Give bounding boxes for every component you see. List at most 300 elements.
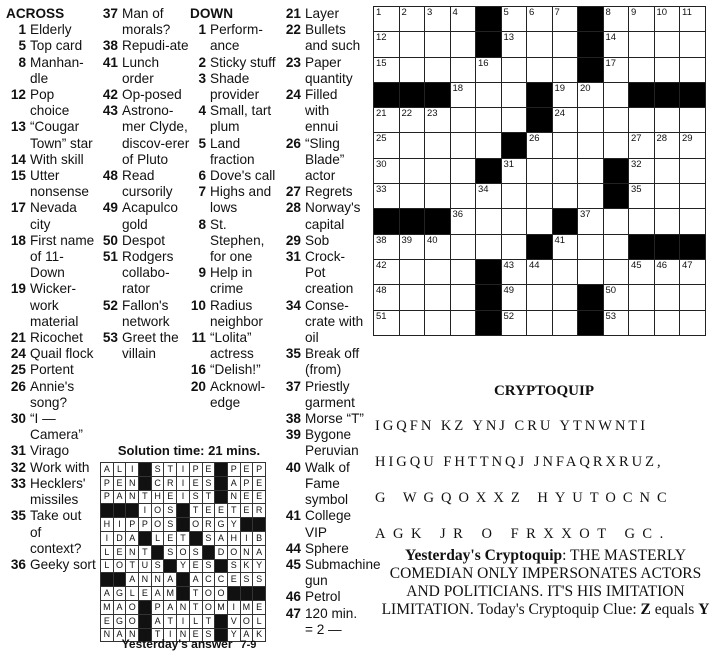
answer-block	[101, 504, 114, 518]
grid-cell[interactable]	[680, 7, 706, 32]
grid-cell[interactable]	[603, 133, 629, 158]
grid-cell[interactable]	[501, 310, 527, 335]
grid-cell[interactable]	[578, 158, 604, 183]
grid-cell[interactable]	[450, 133, 476, 158]
answer-cell: T	[177, 531, 190, 545]
grid-cell[interactable]	[629, 259, 655, 284]
clue-text: Wicker-work material	[30, 281, 79, 329]
cryptoquip-line-2: HIGQU FHTTNQJ JNFAQRXRUZ,	[375, 454, 664, 470]
answer-block	[253, 587, 266, 601]
clue-text: Geeky sort	[30, 556, 96, 572]
answer-cell: G	[113, 614, 126, 628]
grid-cell[interactable]	[629, 57, 655, 82]
answer-cell: O	[126, 614, 139, 628]
answer-cell: H	[151, 490, 164, 504]
grid-cell[interactable]	[374, 57, 400, 82]
grid-cell[interactable]	[374, 259, 400, 284]
grid-cell[interactable]	[552, 32, 578, 57]
clue-number: 37	[102, 6, 118, 21]
answer-cell: N	[101, 628, 114, 642]
grid-cell[interactable]	[552, 82, 578, 107]
grid-cell[interactable]	[578, 184, 604, 209]
grid-cell[interactable]	[552, 310, 578, 335]
grid-cell[interactable]	[552, 133, 578, 158]
grid-cell[interactable]	[578, 209, 604, 234]
grid-cell[interactable]	[578, 108, 604, 133]
grid-cell[interactable]	[629, 7, 655, 32]
grid-cell[interactable]	[680, 259, 706, 284]
clue-item	[190, 330, 278, 362]
answer-cell: N	[126, 490, 139, 504]
grid-cell-number: 53	[605, 310, 617, 322]
clue-text: Paper quantity	[305, 54, 353, 86]
cryptoquip-line-4: AGK JR O FRXXOT GC.	[375, 526, 671, 542]
grid-cell[interactable]	[399, 108, 425, 133]
clue-number: 46	[285, 589, 301, 605]
clue-item	[100, 298, 190, 330]
grid-cell[interactable]	[578, 82, 604, 107]
grid-cell[interactable]	[629, 158, 655, 183]
clue-item	[6, 379, 96, 411]
clue-item	[281, 508, 365, 540]
clue-number: 37	[285, 378, 301, 394]
grid-cell[interactable]	[603, 234, 629, 259]
grid-cell[interactable]	[476, 133, 502, 158]
grid-cell[interactable]	[450, 310, 476, 335]
clue-item	[190, 184, 278, 216]
clue-item	[6, 168, 96, 200]
grid-cell[interactable]	[374, 133, 400, 158]
answer-cell: N	[240, 545, 253, 559]
grid-cell[interactable]	[603, 209, 629, 234]
clue-number: 42	[102, 87, 118, 103]
clue-text: 120 min. = 2 —	[305, 605, 358, 637]
grid-cell[interactable]	[527, 184, 553, 209]
answer-cell: E	[240, 504, 253, 518]
clue-text: Conse-crate with oil	[305, 297, 364, 346]
answer-block	[113, 504, 126, 518]
clue-number: 30	[10, 411, 26, 427]
grid-cell[interactable]	[603, 32, 629, 57]
clue-item	[281, 379, 365, 411]
grid-cell-number: 51	[376, 310, 387, 322]
grid-cell[interactable]	[603, 285, 629, 310]
grid-cell[interactable]	[527, 285, 553, 310]
grid-block	[654, 82, 680, 107]
answer-cell: E	[189, 476, 202, 490]
clue-number: 16	[190, 362, 206, 378]
clue-text: Read cursorily	[122, 168, 173, 200]
clue-number: 36	[10, 556, 26, 572]
grid-cell[interactable]	[425, 158, 451, 183]
answer-block	[177, 573, 190, 587]
grid-cell[interactable]	[374, 184, 400, 209]
answer-cell: P	[240, 476, 253, 490]
grid-cell[interactable]	[450, 82, 476, 107]
answer-cell: U	[139, 559, 152, 573]
answer-cell: N	[177, 600, 190, 614]
grid-cell[interactable]	[680, 133, 706, 158]
answer-cell: K	[253, 628, 266, 642]
grid-cell-number: 13	[503, 32, 515, 44]
clue-item	[190, 298, 278, 330]
grid-cell[interactable]	[501, 285, 527, 310]
grid-block	[527, 234, 553, 259]
grid-cell-number: 34	[478, 184, 489, 196]
clue-number: 27	[285, 184, 301, 200]
answer-cell: A	[126, 573, 139, 587]
grid-cell[interactable]	[578, 234, 604, 259]
clue-item	[281, 249, 365, 298]
solution-time: Solution time: 21 mins.	[117, 443, 261, 458]
grid-block	[578, 310, 604, 335]
grid-cell[interactable]	[374, 7, 400, 32]
answer-cell: K	[240, 559, 253, 573]
clue-text: Bullets and such	[305, 22, 361, 54]
clue-letter-b: Y	[698, 601, 710, 618]
grid-cell[interactable]	[425, 184, 451, 209]
clue-number: 35	[285, 346, 301, 362]
clue-item	[100, 233, 190, 249]
answer-cell: S	[202, 476, 215, 490]
grid-cell[interactable]	[399, 234, 425, 259]
grid-cell-number: 52	[503, 310, 515, 322]
grid-cell[interactable]	[501, 57, 527, 82]
answer-cell: I	[177, 463, 190, 477]
grid-cell[interactable]	[450, 184, 476, 209]
grid-cell[interactable]	[425, 32, 451, 57]
grid-cell-number: 6	[529, 7, 535, 18]
grid-cell[interactable]	[501, 108, 527, 133]
grid-cell[interactable]	[552, 285, 578, 310]
answer-cell: I	[113, 518, 126, 532]
grid-cell[interactable]	[450, 108, 476, 133]
grid-cell-number: 49	[503, 285, 515, 297]
grid-cell[interactable]	[552, 259, 578, 284]
grid-cell[interactable]	[399, 7, 425, 32]
grid-cell[interactable]	[654, 133, 680, 158]
grid-cell-number: 43	[503, 259, 515, 271]
clue-number: 25	[10, 362, 26, 378]
grid-cell[interactable]	[374, 108, 400, 133]
grid-cell[interactable]	[552, 57, 578, 82]
grid-cell[interactable]	[501, 184, 527, 209]
clue-item	[6, 281, 96, 330]
grid-cell[interactable]	[476, 209, 502, 234]
answer-cell: E	[139, 587, 152, 601]
grid-cell[interactable]	[654, 32, 680, 57]
yesterdays-answer-caption	[100, 637, 278, 651]
answer-cell: A	[164, 600, 177, 614]
grid-cell[interactable]	[629, 184, 655, 209]
clue-item	[190, 265, 278, 297]
grid-cell[interactable]	[552, 7, 578, 32]
answer-block	[189, 531, 202, 545]
grid-cell-number: 41	[554, 234, 566, 246]
grid-cell-number: 20	[580, 82, 591, 94]
grid-cell[interactable]	[552, 108, 578, 133]
grid-cell[interactable]	[654, 7, 680, 32]
grid-cell[interactable]	[425, 7, 451, 32]
grid-cell-number: 7	[554, 7, 560, 18]
grid-cell[interactable]	[374, 158, 400, 183]
answer-cell: I	[177, 614, 190, 628]
grid-cell-number: 12	[376, 32, 387, 44]
clue-number: 21	[10, 330, 26, 346]
clue-number: 19	[10, 281, 26, 297]
answer-cell: A	[189, 573, 202, 587]
clue-item	[100, 55, 190, 87]
clue-text: Small, tart plum	[210, 103, 272, 135]
grid-cell-number: 46	[656, 259, 668, 271]
answer-cell: C	[151, 476, 164, 490]
grid-cell[interactable]	[680, 158, 706, 183]
grid-cell[interactable]	[603, 82, 629, 107]
grid-cell[interactable]	[552, 158, 578, 183]
clue-item	[190, 217, 278, 266]
grid-cell[interactable]	[450, 259, 476, 284]
grid-cell-number: 18	[452, 82, 464, 94]
answer-cell: S	[189, 490, 202, 504]
grid-cell[interactable]	[680, 57, 706, 82]
grid-cell[interactable]	[501, 209, 527, 234]
answer-cell: E	[164, 490, 177, 504]
clue-text: Virago	[30, 443, 70, 459]
grid-cell[interactable]	[629, 108, 655, 133]
grid-cell[interactable]	[654, 259, 680, 284]
grid-cell-number: 1	[376, 7, 382, 18]
grid-cell[interactable]	[603, 7, 629, 32]
grid-cell[interactable]	[527, 57, 553, 82]
answer-cell: S	[151, 463, 164, 477]
answer-cell: Y	[227, 518, 240, 532]
answer-cell: E	[253, 476, 266, 490]
grid-cell[interactable]	[680, 285, 706, 310]
grid-cell[interactable]	[578, 133, 604, 158]
yesterdays-cryptoquip-text: : THE MASTERLY COMEDIAN ONLY IMPERSONATES ACTORS AND POLITICIANS. IT'S HIS IMITATION LIMITATION. Today's Cryptoquip Clue:	[381, 547, 702, 618]
clue-number: 13	[10, 119, 26, 135]
grid-cell[interactable]	[399, 32, 425, 57]
grid-cell[interactable]	[425, 234, 451, 259]
answer-cell: E	[189, 559, 202, 573]
grid-cell-number: 2	[401, 7, 407, 18]
clue-number: 53	[102, 330, 118, 346]
clue-item	[281, 55, 365, 87]
answer-cell: O	[202, 587, 215, 601]
grid-cell[interactable]	[399, 310, 425, 335]
grid-cell[interactable]	[680, 108, 706, 133]
clue-item	[190, 55, 278, 71]
grid-cell[interactable]	[527, 32, 553, 57]
grid-cell-number: 30	[376, 158, 387, 170]
answer-date: 7-9	[240, 639, 257, 651]
grid-cell[interactable]	[654, 209, 680, 234]
answer-cell: M	[101, 600, 114, 614]
answer-cell: A	[113, 600, 126, 614]
grid-cell[interactable]	[374, 234, 400, 259]
answer-cell: T	[189, 587, 202, 601]
clue-number: 2	[198, 54, 206, 70]
grid-cell-number: 33	[376, 184, 387, 196]
answer-cell: N	[139, 573, 152, 587]
grid-cell[interactable]	[425, 133, 451, 158]
grid-cell[interactable]	[399, 259, 425, 284]
clue-number: 38	[285, 411, 301, 427]
grid-cell[interactable]	[501, 259, 527, 284]
grid-cell[interactable]	[654, 158, 680, 183]
grid-cell-number: 45	[631, 259, 642, 271]
answer-block	[177, 518, 190, 532]
grid-cell[interactable]	[374, 32, 400, 57]
clue-text: Layer	[305, 6, 340, 21]
grid-cell[interactable]	[603, 57, 629, 82]
grid-cell[interactable]	[527, 158, 553, 183]
answer-cell: S	[227, 559, 240, 573]
answer-cell: T	[164, 463, 177, 477]
grid-cell[interactable]	[501, 7, 527, 32]
clue-number: 33	[10, 475, 26, 491]
answer-cell: P	[101, 490, 114, 504]
clue-item	[281, 87, 365, 136]
yesterdays-answer-grid	[100, 462, 266, 642]
grid-block	[654, 234, 680, 259]
grid-cell[interactable]	[603, 259, 629, 284]
clue-number: 50	[102, 232, 118, 248]
answer-cell: O	[240, 614, 253, 628]
clue-item	[281, 184, 365, 200]
clue-item	[281, 411, 365, 427]
grid-block	[399, 82, 425, 107]
clue-text: Op-posed	[122, 87, 182, 103]
answer-cell: E	[215, 504, 228, 518]
clue-number: 24	[10, 346, 26, 362]
answer-cell: O	[202, 600, 215, 614]
answer-cell: A	[151, 587, 164, 601]
grid-cell[interactable]	[374, 310, 400, 335]
answer-cell: L	[189, 614, 202, 628]
answer-cell: S	[164, 545, 177, 559]
grid-cell[interactable]	[680, 32, 706, 57]
grid-cell[interactable]	[476, 57, 502, 82]
clue-text: “Lolita” actress	[210, 330, 254, 362]
grid-cell[interactable]	[425, 108, 451, 133]
grid-cell[interactable]	[399, 158, 425, 183]
clue-text: Sticky stuff	[210, 54, 276, 70]
clue-number: 4	[198, 103, 206, 119]
grid-cell[interactable]	[399, 285, 425, 310]
grid-cell[interactable]	[450, 158, 476, 183]
grid-cell[interactable]	[629, 285, 655, 310]
clue-item	[190, 71, 278, 103]
grid-cell[interactable]	[680, 209, 706, 234]
grid-cell[interactable]	[654, 310, 680, 335]
grid-cell[interactable]	[629, 133, 655, 158]
grid-cell[interactable]	[629, 209, 655, 234]
answer-cell: I	[240, 531, 253, 545]
clue-number: 48	[102, 168, 118, 184]
grid-cell[interactable]	[527, 133, 553, 158]
grid-cell[interactable]	[680, 184, 706, 209]
grid-cell[interactable]	[476, 234, 502, 259]
grid-cell[interactable]	[425, 285, 451, 310]
clue-text: Astrono-mer Clyde, discov-erer of Pluto	[122, 103, 190, 167]
clue-number: 31	[285, 249, 301, 265]
answer-cell: T	[126, 559, 139, 573]
grid-cell[interactable]	[476, 184, 502, 209]
clue-item	[190, 168, 278, 184]
grid-cell[interactable]	[450, 285, 476, 310]
grid-cell[interactable]	[399, 133, 425, 158]
grid-cell[interactable]	[527, 259, 553, 284]
grid-cell-number: 5	[503, 7, 509, 18]
grid-cell[interactable]	[450, 7, 476, 32]
grid-cell[interactable]	[527, 7, 553, 32]
clue-item	[6, 460, 96, 476]
answer-cell: N	[227, 490, 240, 504]
grid-cell[interactable]	[552, 234, 578, 259]
clue-item	[6, 233, 96, 282]
clue-text: Hecklers' missiles	[30, 475, 86, 508]
clue-text: Help in crime	[210, 265, 253, 297]
grid-cell[interactable]	[374, 285, 400, 310]
grid-cell[interactable]	[501, 82, 527, 107]
grid-cell[interactable]	[654, 184, 680, 209]
answer-cell: E	[227, 573, 240, 587]
clue-text: Rodgers collabo-rator	[122, 249, 174, 297]
grid-block	[476, 310, 502, 335]
grid-cell[interactable]	[425, 259, 451, 284]
grid-cell[interactable]	[399, 184, 425, 209]
grid-cell[interactable]	[654, 108, 680, 133]
grid-cell[interactable]	[654, 285, 680, 310]
grid-cell[interactable]	[654, 57, 680, 82]
grid-cell[interactable]	[399, 57, 425, 82]
clue-number: 38	[102, 38, 118, 54]
clue-text: “I — Camera”	[30, 411, 83, 443]
grid-cell[interactable]	[629, 32, 655, 57]
grid-cell[interactable]	[450, 57, 476, 82]
grid-cell[interactable]	[425, 57, 451, 82]
grid-cell[interactable]	[476, 108, 502, 133]
grid-cell[interactable]	[603, 310, 629, 335]
grid-cell[interactable]	[629, 310, 655, 335]
answer-cell: O	[126, 600, 139, 614]
grid-cell[interactable]	[527, 310, 553, 335]
grid-cell[interactable]	[450, 32, 476, 57]
grid-cell[interactable]	[552, 184, 578, 209]
grid-cell[interactable]	[476, 82, 502, 107]
grid-cell[interactable]	[501, 32, 527, 57]
clue-number: 23	[285, 54, 301, 70]
grid-cell[interactable]	[680, 310, 706, 335]
grid-cell[interactable]	[501, 234, 527, 259]
grid-cell[interactable]	[425, 310, 451, 335]
grid-cell[interactable]	[527, 209, 553, 234]
grid-cell[interactable]	[450, 209, 476, 234]
grid-cell-number: 29	[682, 133, 693, 145]
answer-block	[215, 559, 228, 573]
grid-cell[interactable]	[501, 158, 527, 183]
answer-cell: L	[151, 531, 164, 545]
grid-cell[interactable]	[603, 108, 629, 133]
grid-cell[interactable]	[578, 259, 604, 284]
answer-cell: T	[189, 600, 202, 614]
answer-block	[139, 614, 152, 628]
grid-block	[603, 158, 629, 183]
clue-number: 34	[285, 297, 301, 313]
clue-text: St. Stephen, for one	[210, 216, 265, 265]
grid-cell[interactable]	[450, 234, 476, 259]
